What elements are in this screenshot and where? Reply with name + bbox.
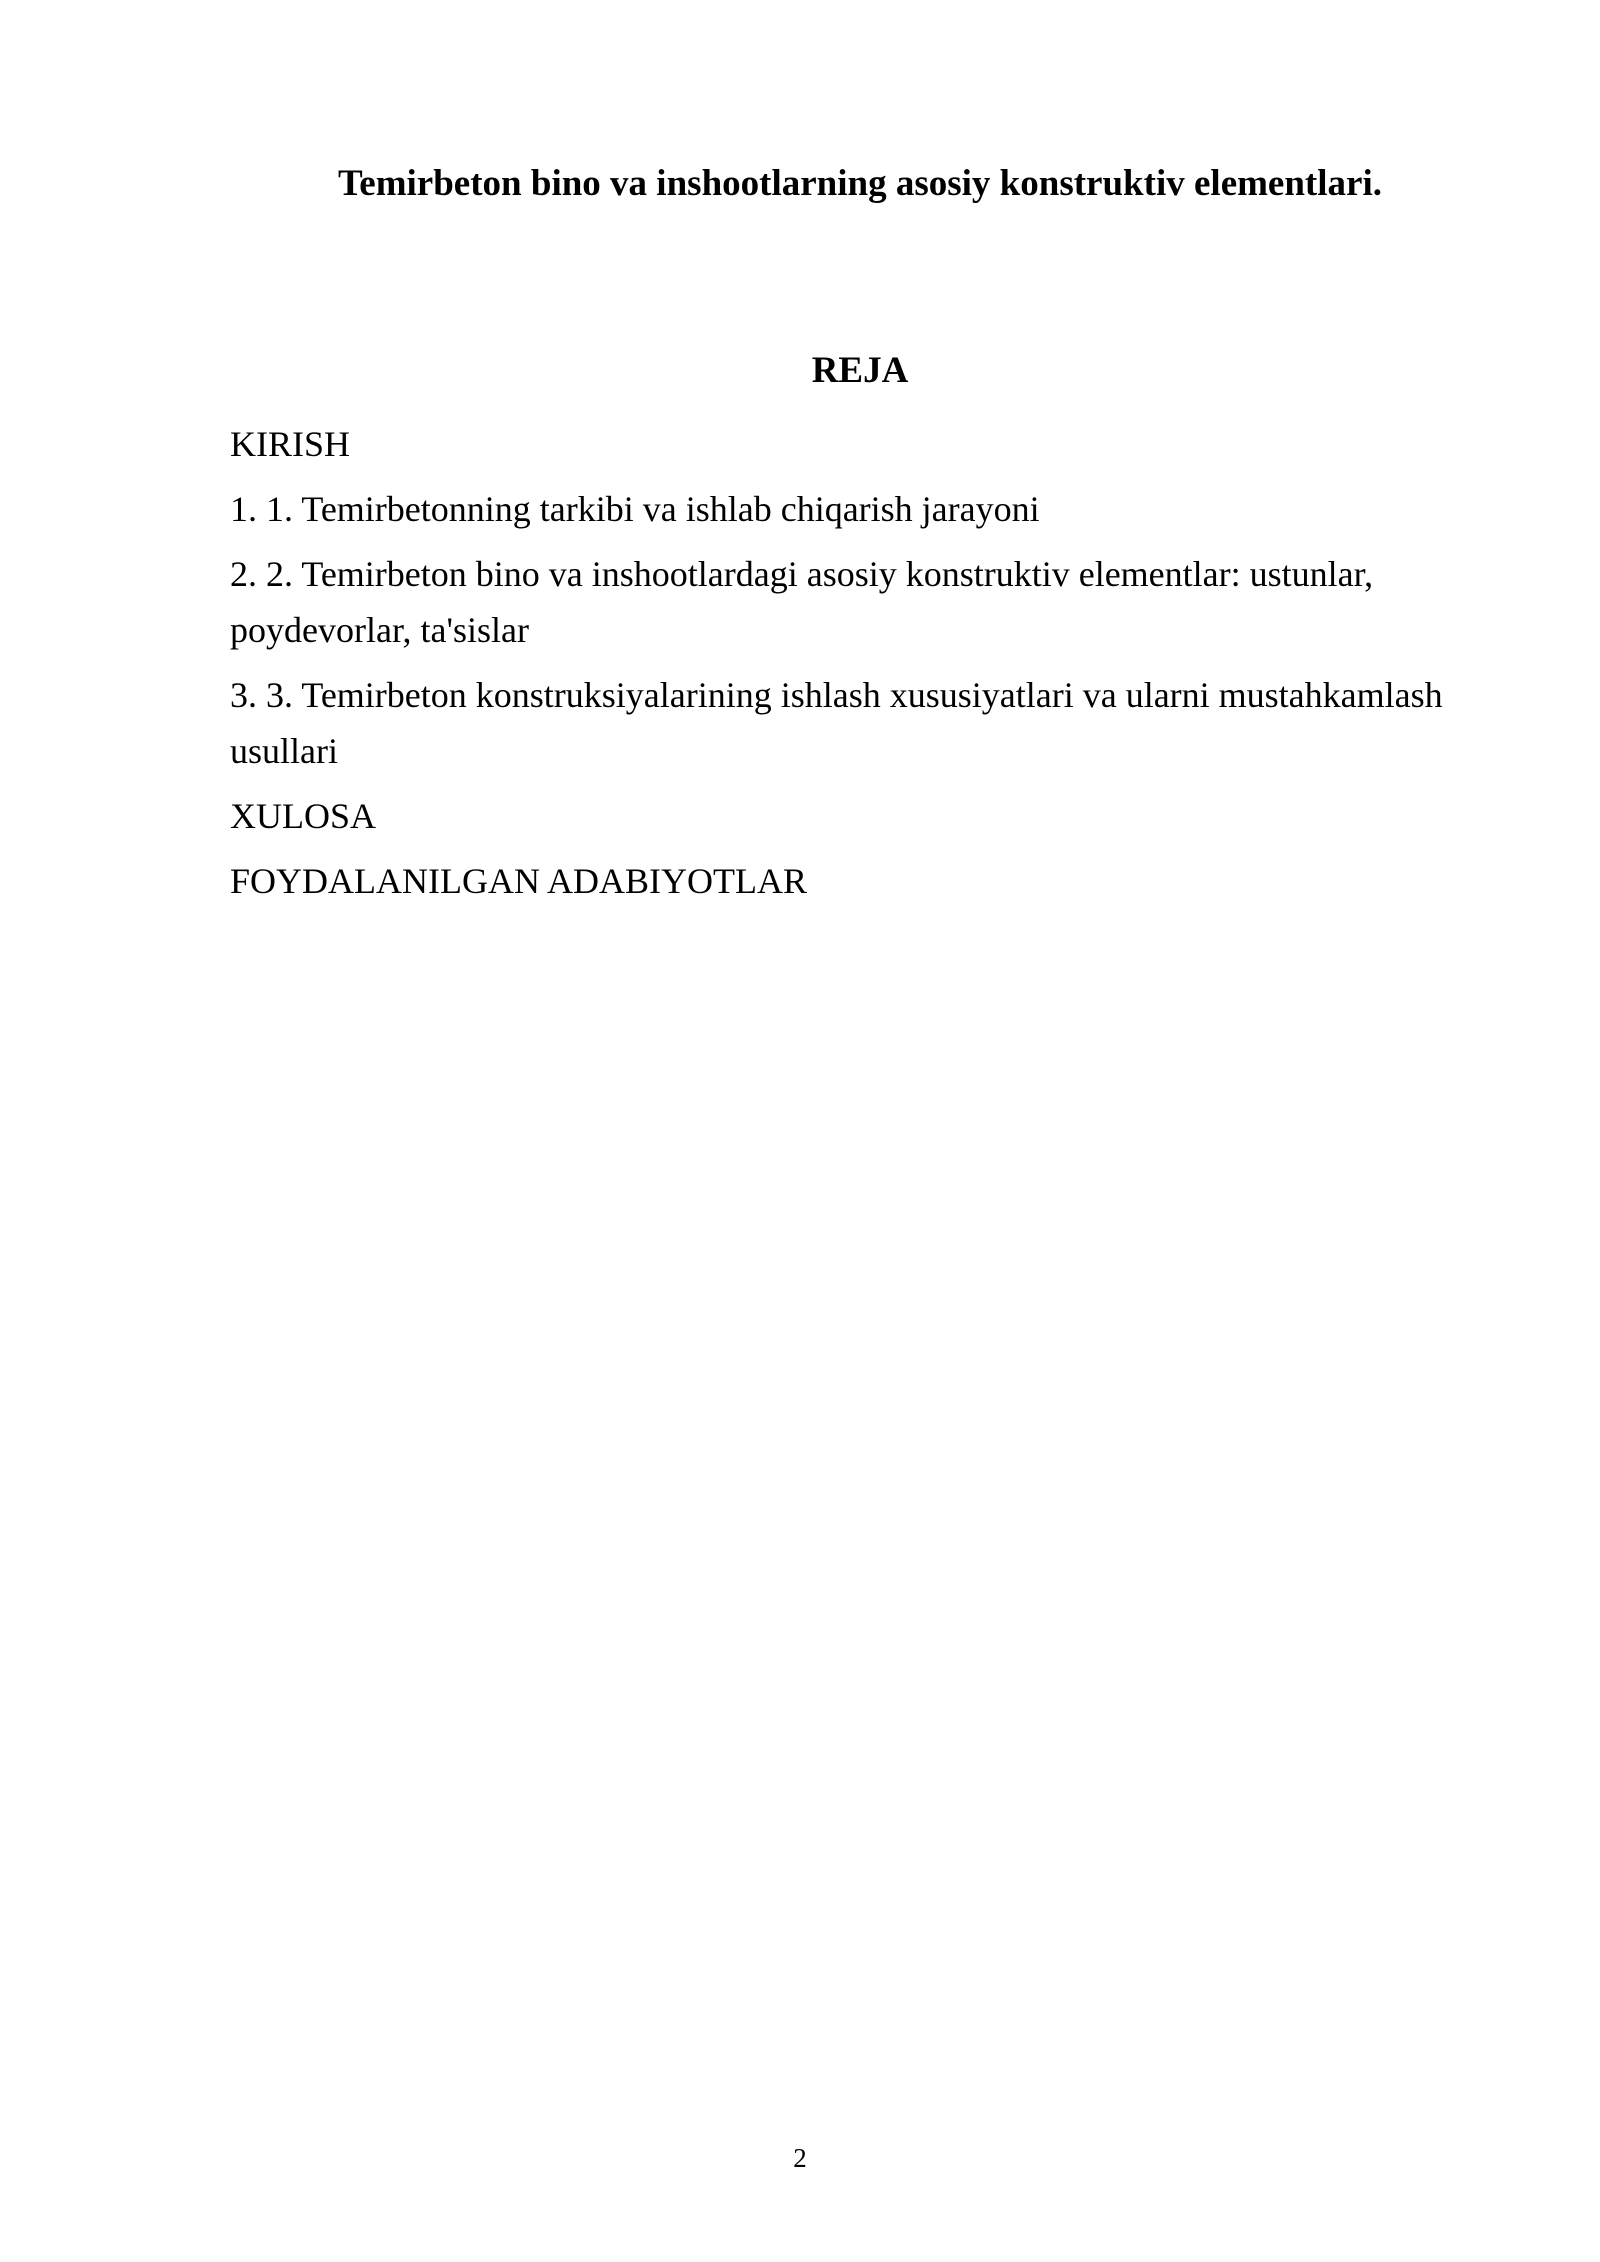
plan-item-2: 2. 2. Temirbeton bino va inshootlardagi asosiy konstruktiv elementlar: ustunlar, poydevorlar, ta'sislar: [230, 554, 1374, 650]
plan-heading: REJA: [811, 350, 909, 391]
plan-item-introduction: KIRISH: [230, 424, 351, 464]
plan-item-3: 3. 3. Temirbeton konstruksiyalarining ishlash xususiyatlari va ularni mustahkamlash usullari: [230, 675, 1443, 771]
plan-list: [230, 416, 1500, 918]
page-number: 2: [793, 2143, 807, 2173]
plan-item-references: FOYDALANILGAN ADABIYOTLAR: [230, 861, 807, 901]
document-title: Temirbeton bino va inshootlarning asosiy konstruktiv elementlari.: [338, 163, 1382, 204]
plan-item-1: 1. 1. Temirbetonning tarkibi va ishlab chiqarish jarayoni: [230, 489, 1040, 529]
plan-item-conclusion: XULOSA: [230, 796, 377, 836]
